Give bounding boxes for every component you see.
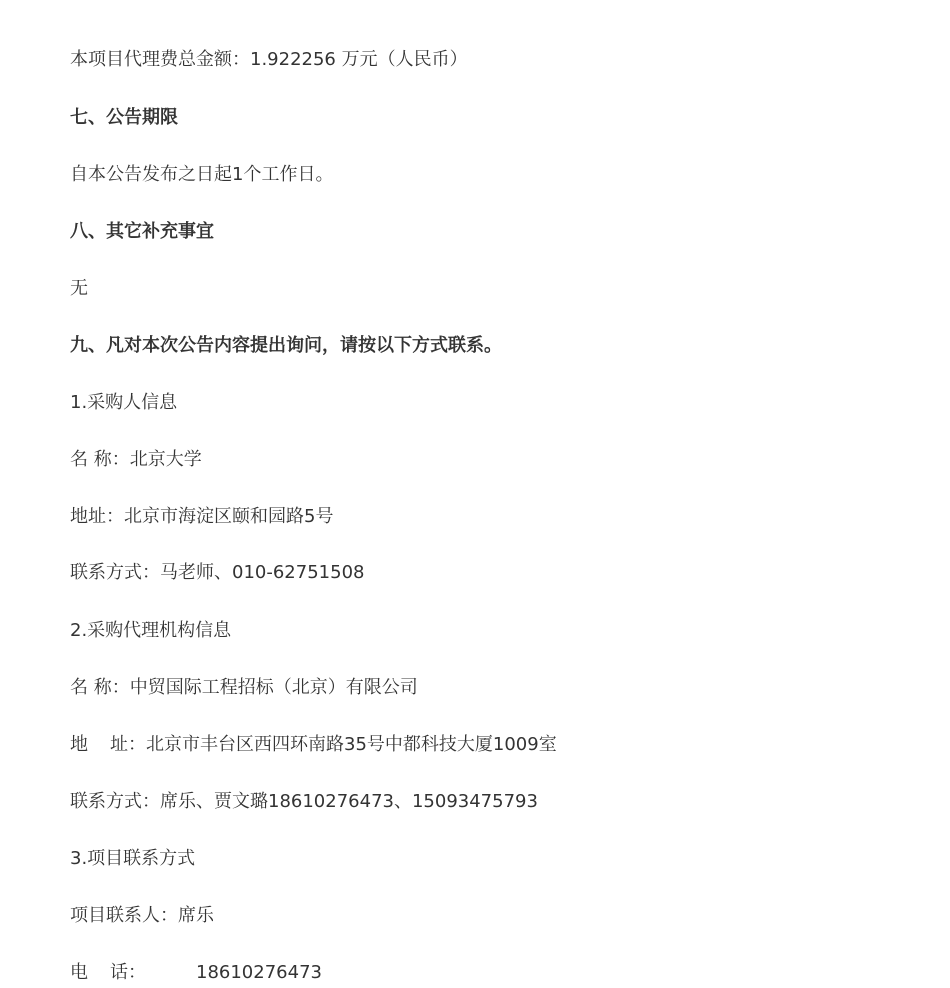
agency-fee-total: 本项目代理费总金额：1.922256 万元（人民币） — [70, 49, 468, 70]
phone-label-part2: 话： — [110, 962, 146, 983]
section-8-body: 无 — [70, 278, 88, 299]
phone-label-part1: 电 — [70, 962, 88, 983]
agency-address-text: 址：北京市丰台区西四环南路35号中都科技大厦1009室 — [110, 734, 557, 755]
project-contact-phone — [70, 961, 322, 985]
purchaser-contact: 联系方式：马老师、010-62751508 — [70, 562, 365, 583]
agency-info-title: 2.采购代理机构信息 — [70, 620, 232, 641]
section-7-heading: 七、公告期限 — [70, 107, 178, 128]
phone-value: 18610276473 — [196, 962, 322, 983]
section-7-body: 自本公告发布之日起1个工作日。 — [70, 164, 334, 185]
project-contact-person: 项目联系人：席乐 — [70, 905, 214, 926]
purchaser-name: 名 称：北京大学 — [70, 449, 202, 470]
purchaser-info-title: 1.采购人信息 — [70, 392, 178, 413]
agency-name: 名 称：中贸国际工程招标（北京）有限公司 — [70, 677, 418, 698]
purchaser-address: 地址：北京市海淀区颐和园路5号 — [70, 506, 334, 527]
section-8-heading: 八、其它补充事宜 — [70, 221, 214, 242]
agency-address — [70, 733, 557, 757]
agency-contact: 联系方式：席乐、贾文璐18610276473、15093475793 — [70, 791, 538, 812]
agency-address-label-part1: 地 — [70, 734, 88, 755]
section-9-heading: 九、凡对本次公告内容提出询问，请按以下方式联系。 — [70, 335, 502, 356]
project-contact-title: 3.项目联系方式 — [70, 848, 196, 869]
